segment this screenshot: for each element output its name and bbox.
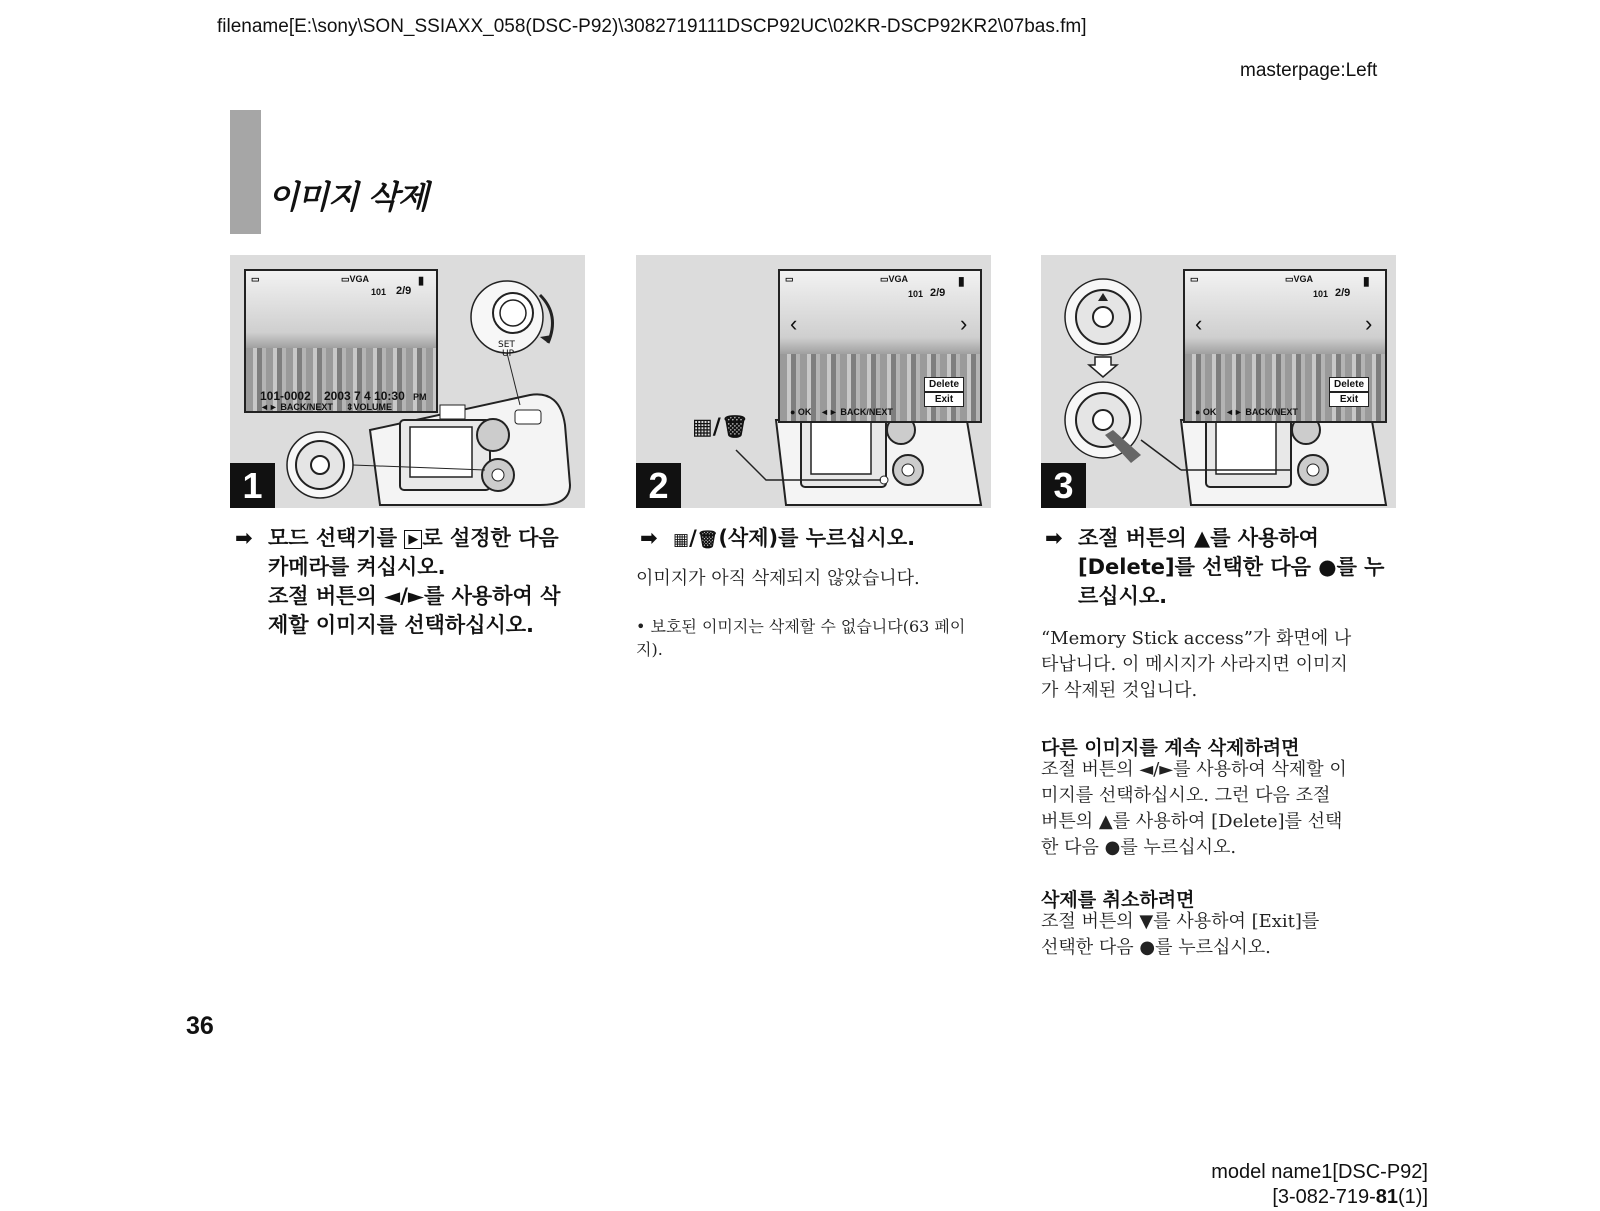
step-3-body xyxy=(1041,626,1411,704)
continue-delete-line: 버튼의 ▲를 사용하여 [Delete]를 선택 xyxy=(1041,811,1343,832)
part-number-bold: 81 xyxy=(1375,1186,1398,1208)
date-time: 2003 7 4 10:30 xyxy=(324,389,405,403)
file-number: 101-0002 xyxy=(260,389,311,403)
prev-arrow-icon: ‹ xyxy=(790,311,798,336)
continue-delete-body xyxy=(1041,757,1411,861)
step-2-head-text: (삭제)를 누르십시오. xyxy=(718,526,916,550)
step-1-illustration xyxy=(230,255,585,508)
image-counter: 2/9 xyxy=(930,287,946,299)
folder-number: 101 xyxy=(371,287,387,297)
cancel-delete-line: 조절 버튼의 ▼를 사용하여 [Exit]를 xyxy=(1041,911,1320,932)
dial-up-label: UP xyxy=(502,349,515,359)
cancel-delete-line: 선택한 다음 ●를 누르십시오. xyxy=(1041,937,1271,958)
battery-icon: ▭ xyxy=(251,274,260,284)
model-info xyxy=(1211,1160,1428,1210)
memory-icon: ▮ xyxy=(958,274,965,288)
step-3-line-1: 조절 버튼의 ▲를 사용하여 xyxy=(1078,526,1319,550)
filename-label: filename[E:\sony\SON_SSIAXX_058(DSC-P92)\3082719111DSCP92UC\02KR-DSCP92KR2\07bas.fm] xyxy=(217,16,1087,37)
index-grid-icon: ▦ xyxy=(692,415,713,440)
step-3-line-2: [Delete]를 선택한 다음 ●를 누 xyxy=(1078,555,1385,579)
step-1-line-1a: 모드 선택기를 xyxy=(268,526,398,550)
step-number: 3 xyxy=(1041,463,1086,508)
playback-mode-icon: ▶ xyxy=(404,530,422,549)
step-1-instruction xyxy=(235,524,598,640)
continue-delete-line: 미지를 선택하십시오. 그런 다음 조절 xyxy=(1041,785,1331,806)
hint-ok: ● OK xyxy=(1195,407,1217,417)
folder-number: 101 xyxy=(908,289,924,299)
step-1-line-2: 카메라를 켜십시오. xyxy=(268,555,446,579)
next-arrow-icon: › xyxy=(960,311,968,336)
continue-delete-heading: 다른 이미지를 계속 삭제하려면 xyxy=(1041,737,1300,759)
memory-icon: ▮ xyxy=(1363,274,1370,288)
folder-number: 101 xyxy=(1313,289,1329,299)
step-3-body-line: 가 삭제된 것입니다. xyxy=(1041,680,1198,701)
image-size-icon: ▭VGA xyxy=(341,274,370,284)
lcd-screen xyxy=(244,269,438,413)
page-title: 이미지 삭제 xyxy=(268,178,428,216)
cancel-delete-heading: 삭제를 취소하려면 xyxy=(1041,889,1195,911)
hint-ok: ● OK xyxy=(790,407,812,417)
image-counter: 2/9 xyxy=(1335,287,1351,299)
cancel-delete-body xyxy=(1041,909,1411,961)
part-number-line xyxy=(1211,1185,1428,1210)
continue-delete-line: 조절 버튼의 ◄/►를 사용하여 삭제할 이 xyxy=(1041,759,1347,780)
image-size-icon: ▭VGA xyxy=(1285,274,1314,284)
index-trash-button-label: ▦/🗑 xyxy=(692,415,749,440)
right-arrow-icon: ➡ xyxy=(640,526,658,550)
trash-icon: 🗑 xyxy=(720,415,749,440)
lcd-exit-option: Exit xyxy=(924,392,964,407)
continue-delete-line: 한 다음 ●를 누르십시오. xyxy=(1041,837,1237,858)
masterpage-label: masterpage:Left xyxy=(1240,60,1378,81)
prev-arrow-icon: ‹ xyxy=(1195,311,1203,336)
step-1-line-3: 조절 버튼의 ◄/►를 사용하여 삭 xyxy=(268,584,561,608)
trash-icon: 🗑 xyxy=(696,530,719,550)
model-name-line: model name1[DSC-P92] xyxy=(1211,1161,1428,1183)
hint-volume: ⇕VOLUME xyxy=(346,402,393,412)
image-counter: 2/9 xyxy=(396,285,412,297)
lcd-delete-option: Delete xyxy=(1329,377,1369,392)
step-2-note: • 보호된 이미지는 삭제할 수 없습니다(63 페이지). xyxy=(636,617,966,659)
battery-icon: ▭ xyxy=(1190,274,1199,284)
image-size-icon: ▭VGA xyxy=(880,274,909,284)
next-arrow-icon: › xyxy=(1365,311,1373,336)
step-3-illustration xyxy=(1041,255,1396,508)
step-3-body-line: “Memory Stick access”가 화면에 나 xyxy=(1041,628,1352,649)
step-3-instruction xyxy=(1045,524,1408,611)
step-3-body-line: 타납니다. 이 메시지가 사라지면 이미지 xyxy=(1041,654,1348,675)
step-2-instruction: ➡ ▦/🗑(삭제)를 누르십시오. xyxy=(673,524,1003,555)
hint-back-next: ◄► BACK/NEXT xyxy=(820,407,893,417)
step-number: 2 xyxy=(636,463,681,508)
memory-icon: ▮ xyxy=(418,275,425,287)
index-grid-icon: ▦ xyxy=(673,530,690,550)
lcd-screen xyxy=(778,269,982,423)
step-2-body: 이미지가 아직 삭제되지 않았습니다. xyxy=(636,568,920,589)
page-number: 36 xyxy=(186,1012,214,1040)
step-number: 1 xyxy=(230,463,275,508)
part-number-suffix: (1)] xyxy=(1398,1186,1428,1208)
dial-set-label: SET xyxy=(498,340,515,350)
lcd-screen xyxy=(1183,269,1387,423)
lcd-exit-option: Exit xyxy=(1329,392,1369,407)
title-bar xyxy=(230,110,261,234)
lcd-delete-option: Delete xyxy=(924,377,964,392)
step-2-illustration xyxy=(636,255,991,508)
hint-back-next: ◄► BACK/NEXT xyxy=(260,402,333,412)
hint-back-next: ◄► BACK/NEXT xyxy=(1225,407,1298,417)
date-ampm: PM xyxy=(413,392,427,402)
right-arrow-icon: ➡ xyxy=(235,526,253,550)
step-1-line-4: 제할 이미지를 선택하십시오. xyxy=(268,613,535,637)
part-number-prefix: [3-082-719- xyxy=(1272,1186,1376,1208)
step-3-line-3: 르십시오. xyxy=(1078,584,1168,608)
battery-icon: ▭ xyxy=(785,274,794,284)
right-arrow-icon: ➡ xyxy=(1045,526,1063,550)
step-1-line-1b: 로 설정한 다음 xyxy=(422,526,559,550)
